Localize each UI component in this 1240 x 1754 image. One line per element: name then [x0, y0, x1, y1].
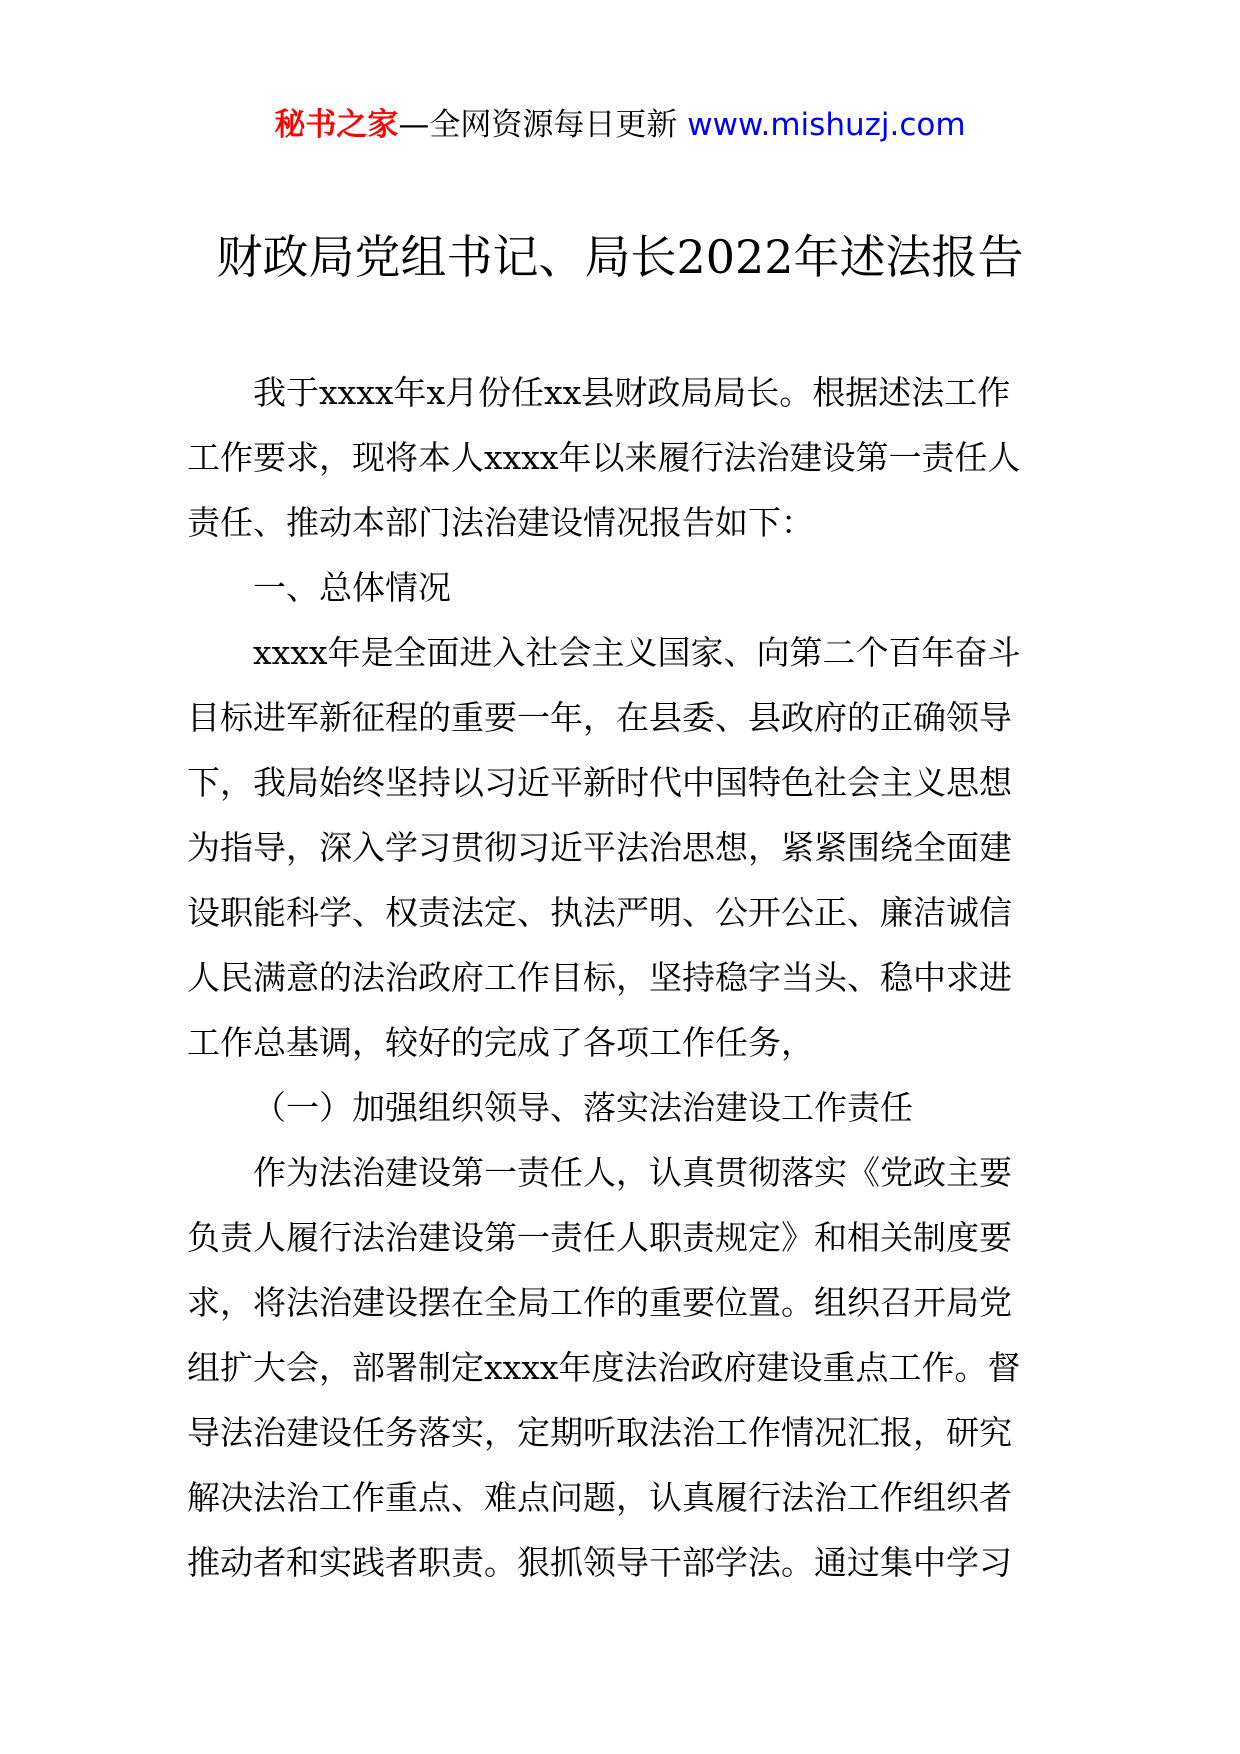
- paragraph-line: 负责人履行法治建设第一责任人职责规定》和相关制度要: [187, 1218, 1012, 1257]
- paragraph-line: 导法治建设任务落实，定期听取法治工作情况汇报，研究: [187, 1413, 1012, 1452]
- site-banner: [0, 103, 1240, 147]
- paragraph-line: 为指导，深入学习贯彻习近平法治思想，紧紧围绕全面建: [187, 828, 1012, 867]
- paragraph-line: 组扩大会，部署制定xxxx年度法治政府建设重点工作。督: [187, 1348, 1021, 1387]
- banner-brand: 秘书之家: [274, 107, 399, 143]
- document-body: [187, 360, 1057, 1595]
- paragraph-line: 责任、推动本部门法治建设情况报告如下：: [187, 503, 814, 542]
- paragraph-line: 目标进军新征程的重要一年，在县委、县政府的正确领导: [187, 698, 1012, 737]
- subsection-heading: （一）加强组织领导、落实法治建设工作责任: [253, 1088, 913, 1127]
- document-title: 财政局党组书记、局长2022年述法报告: [216, 230, 1024, 284]
- paragraph-line: 解决法治工作重点、难点问题，认真履行法治工作组织者: [187, 1478, 1012, 1517]
- paragraph-line: 作为法治建设第一责任人，认真贯彻落实《党政主要: [253, 1153, 1012, 1192]
- paragraph-line: 求，将法治建设摆在全局工作的重要位置。组织召开局党: [187, 1283, 1012, 1322]
- paragraph-line: 工作要求，现将本人xxxx年以来履行法治建设第一责任人: [187, 438, 1021, 477]
- paragraph-line: 我于xxxx年x月份任xx县财政局局长。根据述法工作: [253, 373, 1011, 412]
- paragraph-line: xxxx年是全面进入社会主义国家、向第二个百年奋斗: [253, 633, 1021, 672]
- banner-tagline: —全网资源每日更新: [398, 107, 678, 143]
- paragraph-line: 下，我局始终坚持以习近平新时代中国特色社会主义思想: [187, 763, 1012, 802]
- paragraph-line: 设职能科学、权责法定、执法严明、公开公正、廉洁诚信: [187, 893, 1012, 932]
- section-heading: 一、总体情况: [253, 568, 451, 607]
- paragraph-line: 人民满意的法治政府工作目标，坚持稳字当头、稳中求进: [187, 958, 1012, 997]
- paragraph-line: 工作总基调，较好的完成了各项工作任务，: [187, 1023, 814, 1062]
- paragraph-line: 推动者和实践者职责。狠抓领导干部学法。通过集中学习: [187, 1543, 1012, 1582]
- banner-url-link[interactable]: www.mishuzj.com: [687, 107, 966, 143]
